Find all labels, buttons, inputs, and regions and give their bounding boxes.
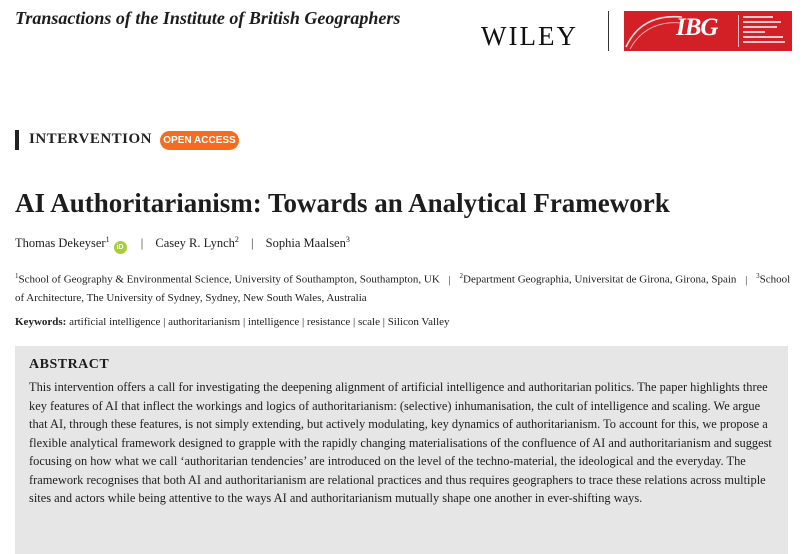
author-affil-ref[interactable]: 1 <box>105 235 110 244</box>
journal-title: Transactions of the Institute of British Geographers <box>15 8 401 28</box>
keyword-separator: | <box>382 316 385 328</box>
keyword[interactable]: intelligence <box>247 316 300 328</box>
section-label: INTERVENTION <box>29 131 152 147</box>
abstract-text: This intervention offers a call for investigating the deepening alignment of artificial intelligence and authoritarian politics. The paper highlights three key features of AI that inflect the workings and logics of authoritarianism: (selective) inhumanisation, the cult of intelligence and scaling. We argue that AI, through these features, is not simply extending, but actively modulating, key dynamics of authoritarianism. To account for this, we propose a flexible analytical framework designed to grapple with the rapidly changing materialisations of the confluence of AI and authoritarianism and suggest focusing on how what we call ‘authoritarian tendencies’ are introduced on the level of the techno-material, the ideological and the everyday. The framework recognises that both AI and authoritarianism are relational practices and thus requires geographers to trace these relations across multiple sites and actors while being attentive to the ways AI and authoritarianism mutually shape one another in ever-shifting ways. <box>29 380 772 505</box>
author-affil-ref[interactable]: 3 <box>345 235 350 244</box>
keyword-separator: | <box>301 316 305 328</box>
keyword-separator: | <box>353 316 356 328</box>
society-globe-icon <box>624 11 684 51</box>
author-affil-ref[interactable]: 2 <box>234 235 239 244</box>
open-access-badge[interactable]: OPEN ACCESS <box>160 131 239 150</box>
orcid-icon[interactable]: iD <box>114 241 127 254</box>
author-separator: | <box>140 236 144 251</box>
author-separator: | <box>251 236 254 251</box>
society-logo-divider <box>738 15 739 47</box>
keyword-separator: | <box>242 316 246 328</box>
society-logo-mark: IBG <box>676 14 718 41</box>
affiliation-number: 1 <box>15 272 19 280</box>
section-bar-icon <box>15 130 19 150</box>
keyword[interactable]: Silicon Valley <box>387 316 450 328</box>
affiliation-text: School of Architecture, The University of Sydney, Sydney, New South Wales, Australia <box>15 273 791 304</box>
keyword[interactable]: authoritarianism <box>168 316 241 328</box>
affiliation-text: School of Geography & Environmental Science, University of Southampton, Southampton, UK <box>18 273 440 286</box>
author-name[interactable]: Sophia Maalsen <box>265 236 346 251</box>
abstract-heading: ABSTRACT <box>29 357 110 372</box>
keyword[interactable]: artificial intelligence <box>69 316 161 328</box>
abstract-box <box>15 346 788 554</box>
author-name[interactable]: Casey R. Lynch <box>155 236 235 251</box>
keywords-label: Keywords: <box>15 316 67 328</box>
author-list <box>15 235 350 254</box>
affiliations <box>15 267 795 307</box>
affiliation-separator: | <box>745 273 748 286</box>
keywords <box>15 316 450 328</box>
keyword[interactable]: resistance <box>306 316 351 328</box>
affiliation-number: 2 <box>459 272 464 280</box>
affiliation-text: Department Geographia, Universitat de Girona, Girona, Spain <box>463 273 737 286</box>
keyword[interactable]: scale <box>358 316 380 328</box>
article-title: AI Authoritarianism: Towards an Analytical Framework <box>15 188 670 218</box>
keyword-separator: | <box>163 316 166 328</box>
affiliation-separator: | <box>448 273 451 286</box>
author-name[interactable]: Thomas Dekeyser <box>15 236 106 251</box>
society-logo <box>624 11 792 51</box>
society-logo-name <box>743 16 785 46</box>
affiliation-number: 3 <box>756 272 760 280</box>
logo-separator <box>608 11 609 51</box>
publisher-logo: WILEY <box>481 21 578 51</box>
